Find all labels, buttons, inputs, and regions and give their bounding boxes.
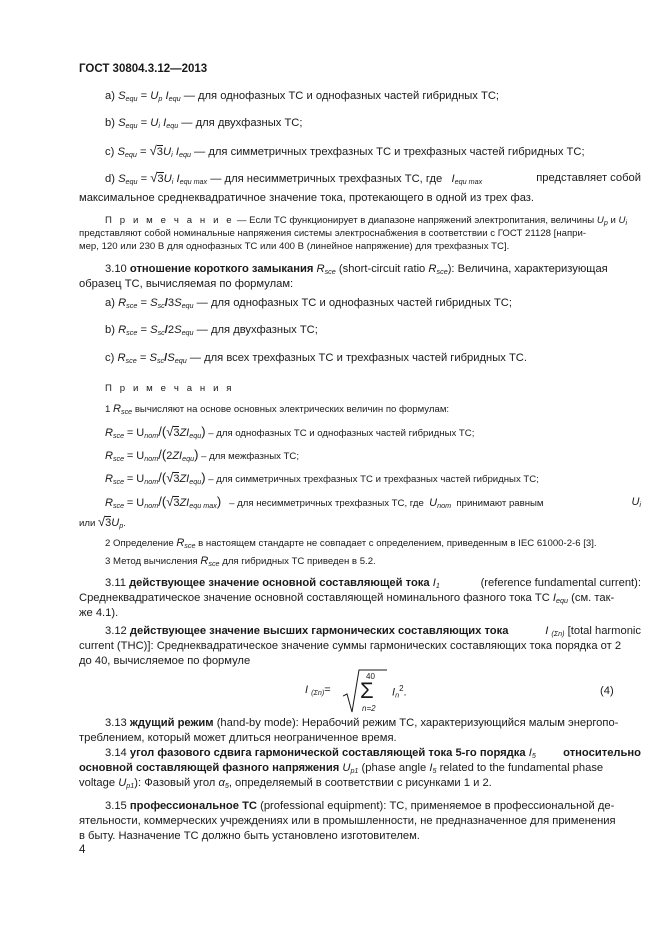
- def-3-14-line-1: 3.14 угол фазового сдвига гармонической составляющей тока 5-го порядка $I_5$ относительно: [105, 747, 641, 760]
- rsce-formula-a: a) $R_{sce} = S_{sc}/3S_{equ}$ — для однофазных ТС и однофазных частей гибридных ТС;: [105, 297, 512, 310]
- def-3-15-line-2: ятельности, коммерческих учреждениях или в промышленности, не предназначенное для применения: [79, 815, 616, 827]
- def-3-11-line-2: Среднеквадратическое значение основной составляющей номинального фазного тока ТС $I_{equ}$ (см. так-: [79, 592, 615, 605]
- note-2-2: 2 Определение $R_{sce}$ в настоящем стандарте не совпадает с определением, приведенным в IEC 61000-2-6 [3].: [105, 537, 597, 550]
- equation-4-number: (4): [600, 685, 614, 697]
- rsce-formula-c: c) $R_{sce} = S_{sc}/S_{equ}$ — для всех трехфазных ТС и трехфазных частей гибридных ТС.: [105, 352, 527, 365]
- note-1-line-2: представляют собой номинальные напряжения системы электроснабжения в соответствии с ГОСТ 21128 [напри-: [79, 228, 587, 239]
- sum-upper-limit: 40: [366, 672, 375, 681]
- notes-title: П р и м е ч а н и я: [105, 383, 235, 394]
- def-3-12-line-3: до 40, вычисляемое по формуле: [79, 655, 251, 667]
- def-3-13-line-2: треблением, который может длиться неограниченное время.: [79, 732, 397, 744]
- page-number: 4: [79, 844, 86, 856]
- def-3-14-line-3: voltage $U_{p1}$): Фазовый угол $\alpha_5$, определяемый в соответствии с рисунками 1 и 2.: [79, 777, 492, 790]
- def-3-15-line-1: 3.15 профессиональное ТС (professional equipment): ТС, применяемое в профессиональной де-: [105, 800, 615, 812]
- note-formula-4-cont: или $√3U_p$.: [79, 514, 126, 530]
- def-3-15-line-3: в быту. Назначение ТС должно быть установлено изготовителем.: [79, 830, 420, 842]
- note-formula-2: $R_{sce} = U_{nom}/(2ZI_{equ})$ – для межфазных ТС;: [105, 447, 300, 463]
- formula-a-line: a) $S_{equ} = U_p$ $I_{equ}$ — для однофазных ТС и однофазных частей гибридных ТС;: [105, 90, 500, 103]
- formula-b-line: b) $S_{equ} = U_i$ $I_{equ}$ — для двухфазных ТС;: [105, 117, 303, 130]
- def-3-13-line-1: 3.13 ждущий режим (hand-by mode): Нерабочий режим ТС, характеризующийся малым энергопо-: [105, 717, 619, 729]
- document-header: ГОСТ 30804.3.12—2013: [79, 63, 208, 75]
- def-3-11-line-3: же 4.1).: [79, 607, 119, 619]
- def-3-10-line-2: образец ТС, вычисляемая по формулам:: [79, 278, 294, 290]
- note-formula-3: $R_{sce} = U_{nom}/(√3ZI_{equ})$ – для симметричных трехфазных ТС и трехфазных частей гибридных ТС;: [105, 470, 539, 486]
- note-formula-1: $R_{sce} = U_{nom}/(√3ZI_{equ})$ – для однофазных ТС и однофазных частей гибридных ТС;: [105, 424, 475, 440]
- def-3-12-line-2: current (THC)]: Среднеквадратическое значение суммы гармонических составляющих тока порядка от 2: [79, 640, 622, 652]
- sum-lower-limit: n=2: [362, 704, 376, 713]
- sum-symbol: Σ: [360, 678, 374, 703]
- equation-4: I $_{(\Sigma n)}$= 40 Σ n=2 $I_n^2$.: [305, 668, 425, 718]
- formula-d-line: d) $S_{equ} = √3U_i$ $I_{equ max}$ — для несимметричных трехфазных ТС, где $I_{equ max}$ представляет собой: [105, 170, 641, 186]
- note-2-3: 3 Метод вычисления $R_{sce}$ для гибридных ТС приведен в 5.2.: [105, 555, 376, 568]
- formula-c-line: c) $S_{equ} = √3U_i$ $I_{equ}$ — для симметричных трехфазных ТС и трехфазных частей гибридных ТС;: [105, 143, 585, 159]
- rsce-formula-b: b) $R_{sce} = S_{sc}/2S_{equ}$ — для двухфазных ТС;: [105, 324, 318, 337]
- note-1-line-1: П р и м е ч а н и е — Если ТС функционирует в диапазоне напряжений электропитания, величины $U_p$ и $U_i$: [105, 215, 628, 227]
- def-3-10-line-1: 3.10 отношение короткого замыкания $R_{sce}$ (short-circuit ratio $R_{sce}$): Величина, характеризующая: [105, 263, 608, 276]
- note-2-1: 1 $R_{sce}$ вычисляют на основе основных электрических величин по формулам:: [105, 403, 450, 416]
- note-formula-4: $R_{sce} = U_{nom}/(√3ZI_{equ max})$ – для несимметричных трехфазных ТС, где $U_{nom}$ принимают равным $U_i$: [105, 494, 641, 510]
- note-1-line-3: мер, 120 или 230 В для однофазных ТС или 400 В (линейное напряжение) для трехфазных ТС].: [79, 241, 510, 252]
- def-3-14-line-2: основной составляющей фазного напряжения $U_{p1}$ (phase angle $I_5$ related to the fundamental phase: [79, 762, 604, 775]
- def-3-11-line-1: 3.11 действующее значение основной составляющей тока $I_1$ (reference fundamental current):: [105, 577, 641, 590]
- def-3-12-line-1: 3.12 действующее значение высших гармонических составляющих тока I $_{(\Sigma n)}$ [total harmonic: [105, 625, 641, 638]
- formula-d-continuation: максимальное среднеквадратичное значение тока, протекающего в одной из трех фаз.: [79, 192, 535, 204]
